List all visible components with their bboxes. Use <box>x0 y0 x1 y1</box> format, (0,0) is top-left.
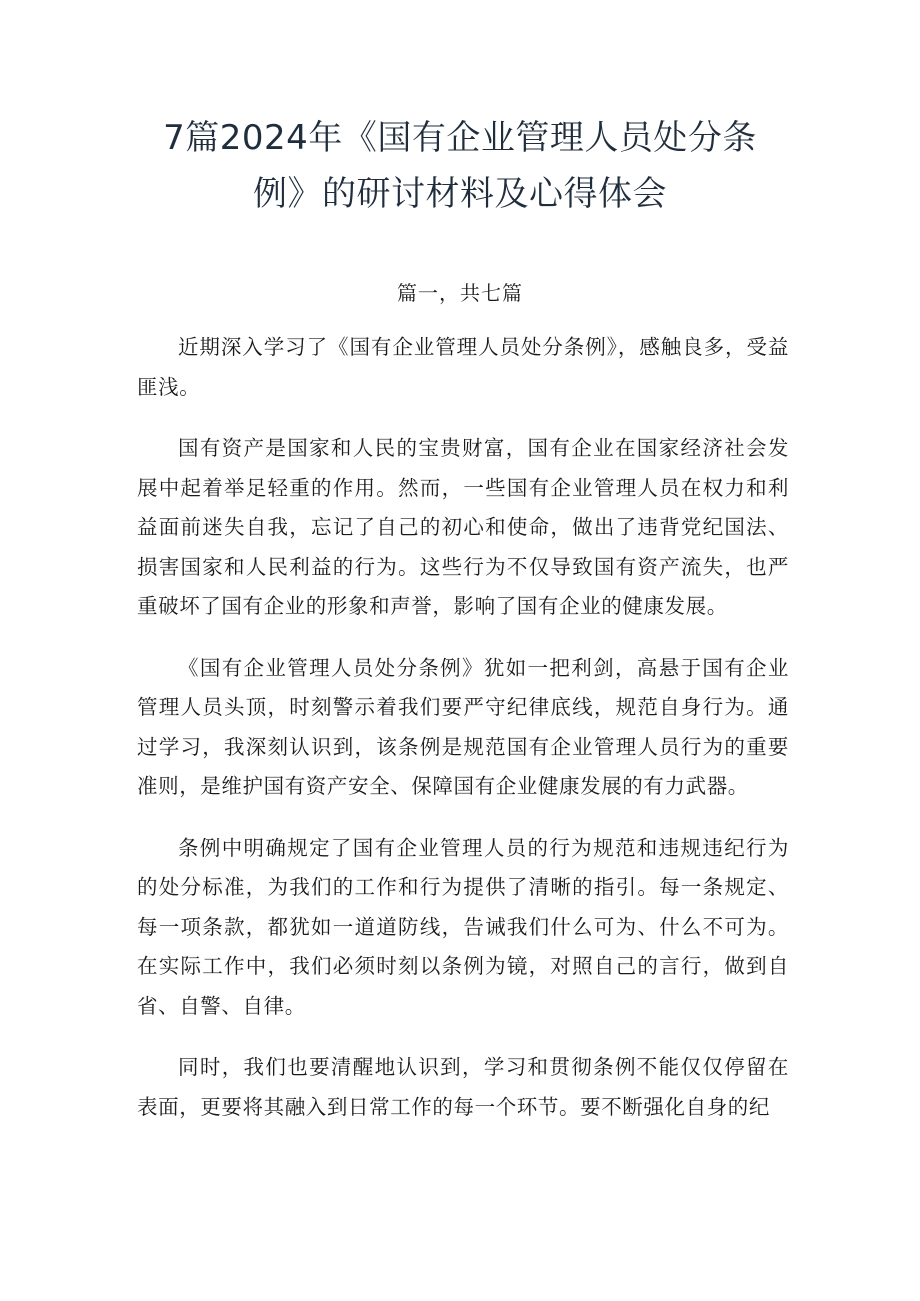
paragraph-1: 近期深入学习了《国有企业管理人员处分条例》，感触良多，受益匪浅。 <box>137 335 789 399</box>
paragraph-5: 同时，我们也要清醒地认识到，学习和贯彻条例不能仅仅停留在表面，更要将其融入到日常工作的每一个环节。要不断强化自身的纪 <box>137 1055 789 1119</box>
section-heading: 篇一，共七篇 <box>397 281 523 305</box>
paragraph-4: 条例中明确规定了国有企业管理人员的行为规范和违规违纪行为的处分标准，为我们的工作和行为提供了清晰的指引。每一条规定、每一项条款，都犹如一道道防线，告诫我们什么可为、什么不可为。在实际工作中，我们必须时刻以条例为镜，对照自己的言行，做到自省、自警、自律。 <box>137 835 789 1018</box>
paragraph-3: 《国有企业管理人员处分条例》犹如一把利剑，高悬于国有企业管理人员头顶，时刻警示着我们要严守纪律底线，规范自身行为。通过学习，我深刻认识到，该条例是规范国有企业管理人员行为的重要准则，是维护国有资产安全、保障国有企业健康发展的有力武器。 <box>137 655 789 798</box>
document-title <box>120 110 800 222</box>
title-line-2: 例》的研讨材料及心得体会 <box>253 174 667 214</box>
title-line-1: 7篇2024年《国有企业管理人员处分条 <box>163 118 757 158</box>
paragraph-2: 国有资产是国家和人民的宝贵财富，国有企业在国家经济社会发展中起着举足轻重的作用。然而，一些国有企业管理人员在权力和利益面前迷失自我，忘记了自己的初心和使命，做出了违背党纪国法、损害国家和人民利益的行为。这些行为不仅导致国有资产流失，也严重破坏了国有企业的形象和声誉，影响了国有企业的健康发展。 <box>137 436 789 618</box>
document-body <box>137 328 789 1149</box>
